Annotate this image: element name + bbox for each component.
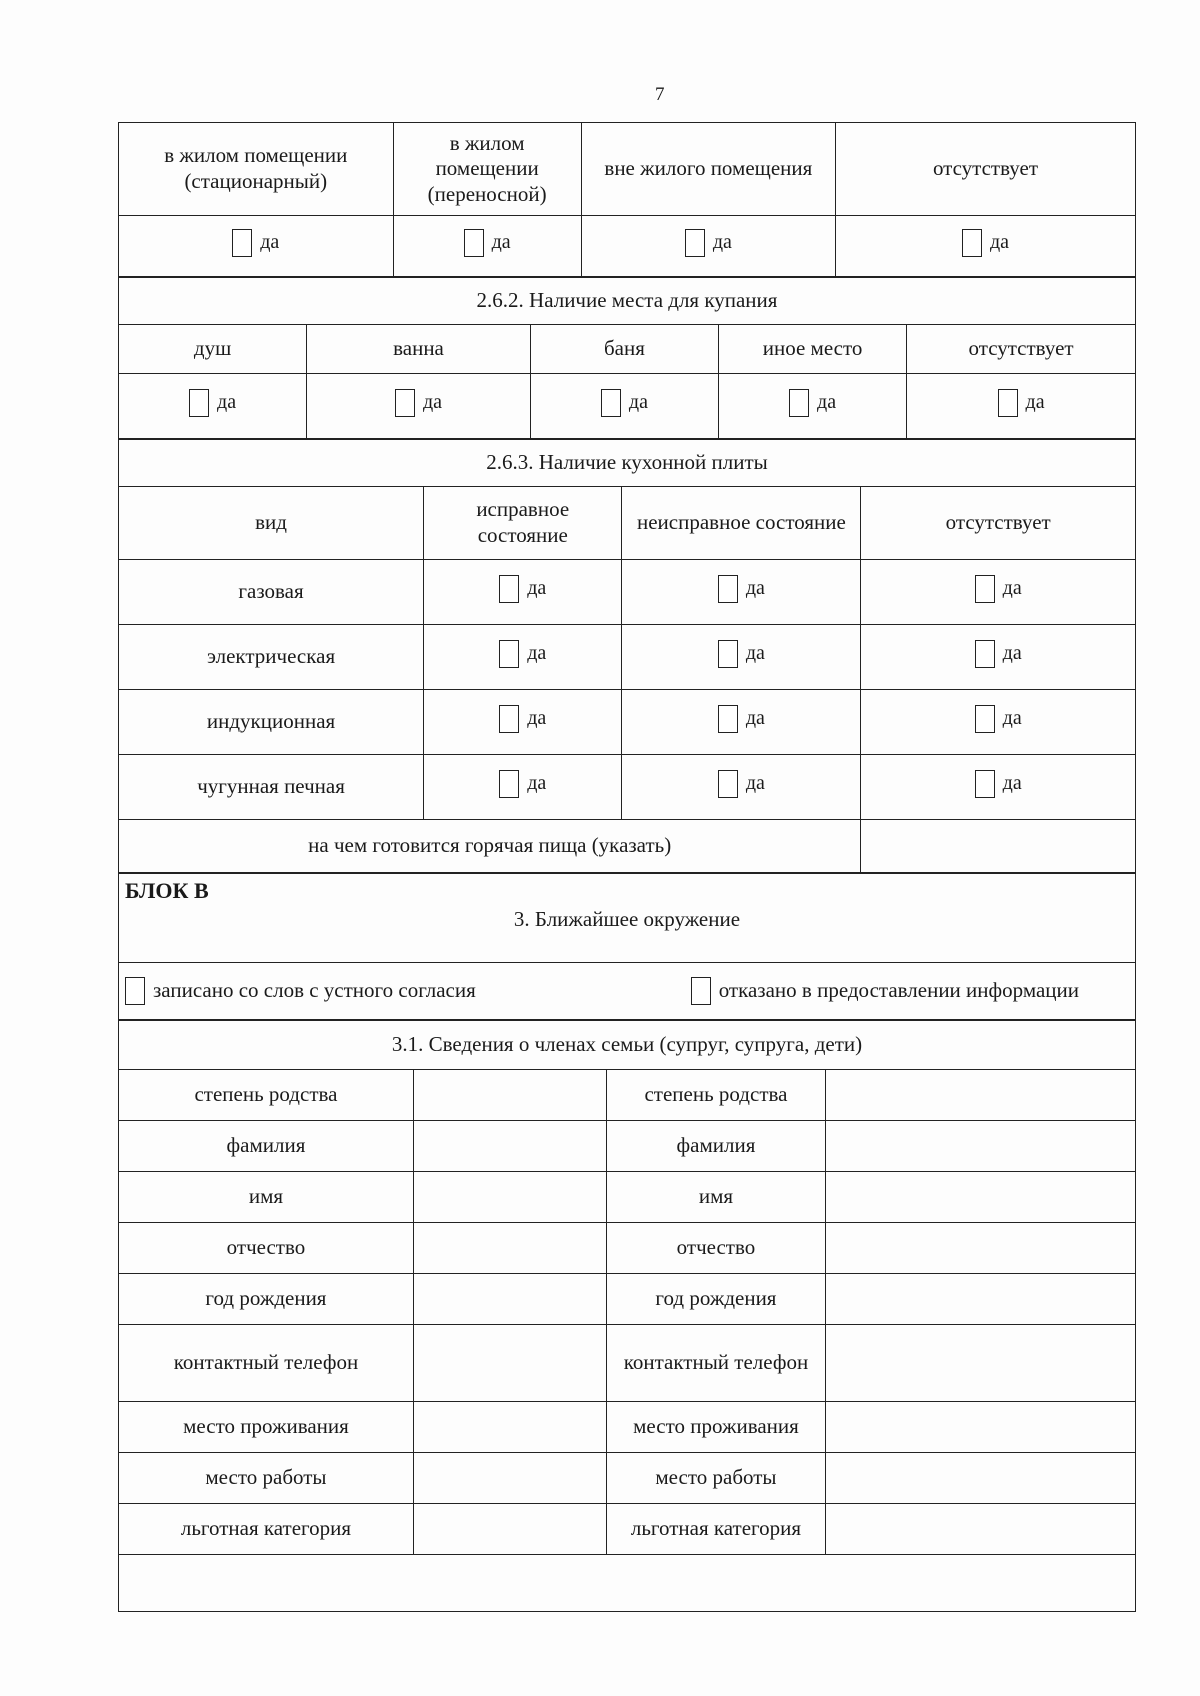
location-absent-checkbox[interactable] (962, 229, 1009, 257)
hot-food-input[interactable] (861, 820, 1136, 873)
family-field-input[interactable] (413, 1453, 606, 1504)
family-field-input[interactable] (413, 1402, 606, 1453)
family-field-input[interactable] (825, 1504, 1135, 1555)
checkbox-box[interactable] (718, 575, 738, 603)
stove-row-electric (119, 625, 1136, 690)
stove-table (118, 439, 1136, 873)
checkbox-label: да (422, 391, 443, 414)
checkbox-label: да (1002, 772, 1022, 795)
checkbox-box[interactable] (125, 977, 145, 1005)
stove-header-absent: отсутствует (861, 487, 1136, 560)
bathing-shower-checkbox[interactable] (189, 389, 236, 417)
location-header-stationary: в жилом помещении (стационарный) (119, 123, 394, 216)
stove-gas-broken-checkbox[interactable] (718, 575, 765, 603)
bathing-header-banya: баня (530, 325, 718, 374)
stove-cast-iron-absent-checkbox[interactable] (975, 770, 1022, 798)
checkbox-label: да (527, 772, 547, 795)
checkbox-label: да (745, 772, 765, 795)
page-number: 7 (655, 84, 665, 105)
family-field-input[interactable] (825, 1325, 1135, 1402)
family-field-label: место работы (607, 1453, 826, 1504)
refused-label: отказано в предоставлении информации (718, 978, 1079, 1003)
checkbox-box[interactable] (998, 389, 1018, 417)
checkbox-label: да (527, 642, 547, 665)
location-header-outside: вне жилого помещения (581, 123, 835, 216)
stove-header-type: вид (119, 487, 424, 560)
checkbox-box[interactable] (499, 705, 519, 733)
family-field-label: место работы (119, 1453, 414, 1504)
family-field-label: имя (119, 1172, 414, 1223)
checkbox-box[interactable] (685, 229, 705, 257)
family-field-input[interactable] (825, 1274, 1135, 1325)
location-header-portable: в жилом помещении (переносной) (393, 123, 581, 216)
bathing-header-absent: отсутствует (907, 325, 1136, 374)
stove-electric-absent-checkbox[interactable] (975, 640, 1022, 668)
family-field-label: год рождения (607, 1274, 826, 1325)
location-portable-checkbox[interactable] (464, 229, 511, 257)
stove-induction-working-checkbox[interactable] (499, 705, 546, 733)
checkbox-box[interactable] (975, 770, 995, 798)
bathing-header-shower: душ (119, 325, 307, 374)
block-b-title: БЛОК В (125, 878, 209, 903)
family-field-label: контактный телефон (119, 1325, 414, 1402)
stove-cast-iron-working-checkbox[interactable] (499, 770, 546, 798)
stove-type-label: индукционная (119, 690, 424, 755)
family-field-label: место проживания (607, 1402, 826, 1453)
checkbox-label: да (1002, 707, 1022, 730)
checkbox-label: да (1025, 391, 1045, 414)
checkbox-label: да (817, 391, 837, 414)
bathing-header-bath: ванна (307, 325, 531, 374)
stove-gas-absent-checkbox[interactable] (975, 575, 1022, 603)
location-header-absent: отсутствует (835, 123, 1135, 216)
family-field-label: степень родства (119, 1070, 414, 1121)
stove-header-broken: неисправное состояние (622, 487, 861, 560)
family-field-input[interactable] (825, 1172, 1135, 1223)
checkbox-label: да (712, 231, 732, 254)
location-stationary-checkbox[interactable] (232, 229, 279, 257)
family-field-input[interactable] (413, 1172, 606, 1223)
checkbox-label: да (1002, 577, 1022, 600)
family-field-label: год рождения (119, 1274, 414, 1325)
family-field-label: имя (607, 1172, 826, 1223)
bathing-bath-checkbox[interactable] (395, 389, 442, 417)
stove-gas-working-checkbox[interactable] (499, 575, 546, 603)
block-b-table (118, 873, 1136, 1020)
family-field-label: фамилия (119, 1121, 414, 1172)
checkbox-box[interactable] (691, 977, 711, 1005)
bathing-absent-checkbox[interactable] (998, 389, 1045, 417)
checkbox-box[interactable] (189, 389, 209, 417)
location-outside-checkbox[interactable] (685, 229, 732, 257)
stove-induction-absent-checkbox[interactable] (975, 705, 1022, 733)
stove-row-gas (119, 560, 1136, 625)
stove-electric-working-checkbox[interactable] (499, 640, 546, 668)
checkbox-label: да (527, 707, 547, 730)
checkbox-label: да (745, 707, 765, 730)
block-b-subtitle: 3. Ближайшее окружение (513, 906, 741, 931)
checkbox-box[interactable] (975, 640, 995, 668)
stove-type-label: электрическая (119, 625, 424, 690)
family-field-input[interactable] (825, 1070, 1135, 1121)
stove-cast-iron-broken-checkbox[interactable] (718, 770, 765, 798)
family-field-input[interactable] (825, 1453, 1135, 1504)
stove-induction-broken-checkbox[interactable] (718, 705, 765, 733)
checkbox-box[interactable] (601, 389, 621, 417)
family-field-label: отчество (119, 1223, 414, 1274)
stove-header-working: исправное состояние (424, 487, 622, 560)
family-field-input[interactable] (413, 1070, 606, 1121)
family-field-input[interactable] (825, 1402, 1135, 1453)
family-extra-row[interactable] (119, 1555, 1136, 1612)
checkbox-box[interactable] (464, 229, 484, 257)
checkbox-box[interactable] (232, 229, 252, 257)
family-table (118, 1020, 1136, 1612)
checkbox-label: да (260, 231, 280, 254)
checkbox-label: да (491, 231, 511, 254)
checkbox-label: да (745, 642, 765, 665)
consent-label: записано со слов с устного согласия (153, 978, 476, 1003)
stove-type-label: газовая (119, 560, 424, 625)
checkbox-box[interactable] (718, 705, 738, 733)
stove-row-induction (119, 690, 1136, 755)
checkbox-label: да (628, 391, 648, 414)
checkbox-label: да (217, 391, 237, 414)
checkbox-box[interactable] (975, 705, 995, 733)
family-field-input[interactable] (413, 1121, 606, 1172)
bathing-table (118, 277, 1136, 439)
checkbox-label: да (527, 577, 547, 600)
family-field-input[interactable] (825, 1223, 1135, 1274)
checkbox-label: да (1002, 642, 1022, 665)
checkbox-box[interactable] (499, 640, 519, 668)
bathing-banya-checkbox[interactable] (601, 389, 648, 417)
stove-section-title: 2.6.3. Наличие кухонной плиты (119, 440, 1136, 487)
hot-food-label: на чем готовится горячая пища (указать) (119, 820, 861, 873)
checkbox-label: да (989, 231, 1010, 254)
checkbox-box[interactable] (718, 640, 738, 668)
family-field-label: льготная категория (607, 1504, 826, 1555)
bathing-other-checkbox[interactable] (789, 389, 836, 417)
checkbox-box[interactable] (499, 770, 519, 798)
family-field-label: фамилия (607, 1121, 826, 1172)
checkbox-box[interactable] (718, 770, 738, 798)
family-field-label: льготная категория (119, 1504, 414, 1555)
checkbox-box[interactable] (975, 575, 995, 603)
family-section-title: 3.1. Сведения о членах семьи (супруг, супруга, дети) (119, 1021, 1136, 1070)
family-field-input[interactable] (413, 1223, 606, 1274)
family-field-label: отчество (607, 1223, 826, 1274)
family-field-input[interactable] (413, 1504, 606, 1555)
location-table (118, 122, 1136, 277)
stove-electric-broken-checkbox[interactable] (718, 640, 765, 668)
bathing-header-other: иное место (719, 325, 907, 374)
form-sheet (118, 122, 1136, 1612)
family-field-input[interactable] (413, 1274, 606, 1325)
refused-checkbox[interactable] (691, 977, 1079, 1005)
checkbox-label: да (745, 577, 765, 600)
checkbox-box[interactable] (789, 389, 809, 417)
stove-row-cast-iron (119, 755, 1136, 820)
checkbox-box[interactable] (395, 389, 415, 417)
checkbox-box[interactable] (499, 575, 519, 603)
family-field-label: степень родства (607, 1070, 826, 1121)
checkbox-box[interactable] (962, 229, 982, 257)
family-field-input[interactable] (825, 1121, 1135, 1172)
family-field-label: место проживания (119, 1402, 414, 1453)
family-field-label: контактный телефон (607, 1325, 826, 1402)
consent-checkbox[interactable] (125, 977, 476, 1005)
family-field-input[interactable] (413, 1325, 606, 1402)
bathing-section-title: 2.6.2. Наличие места для купания (119, 278, 1136, 325)
stove-type-label: чугунная печная (119, 755, 424, 820)
